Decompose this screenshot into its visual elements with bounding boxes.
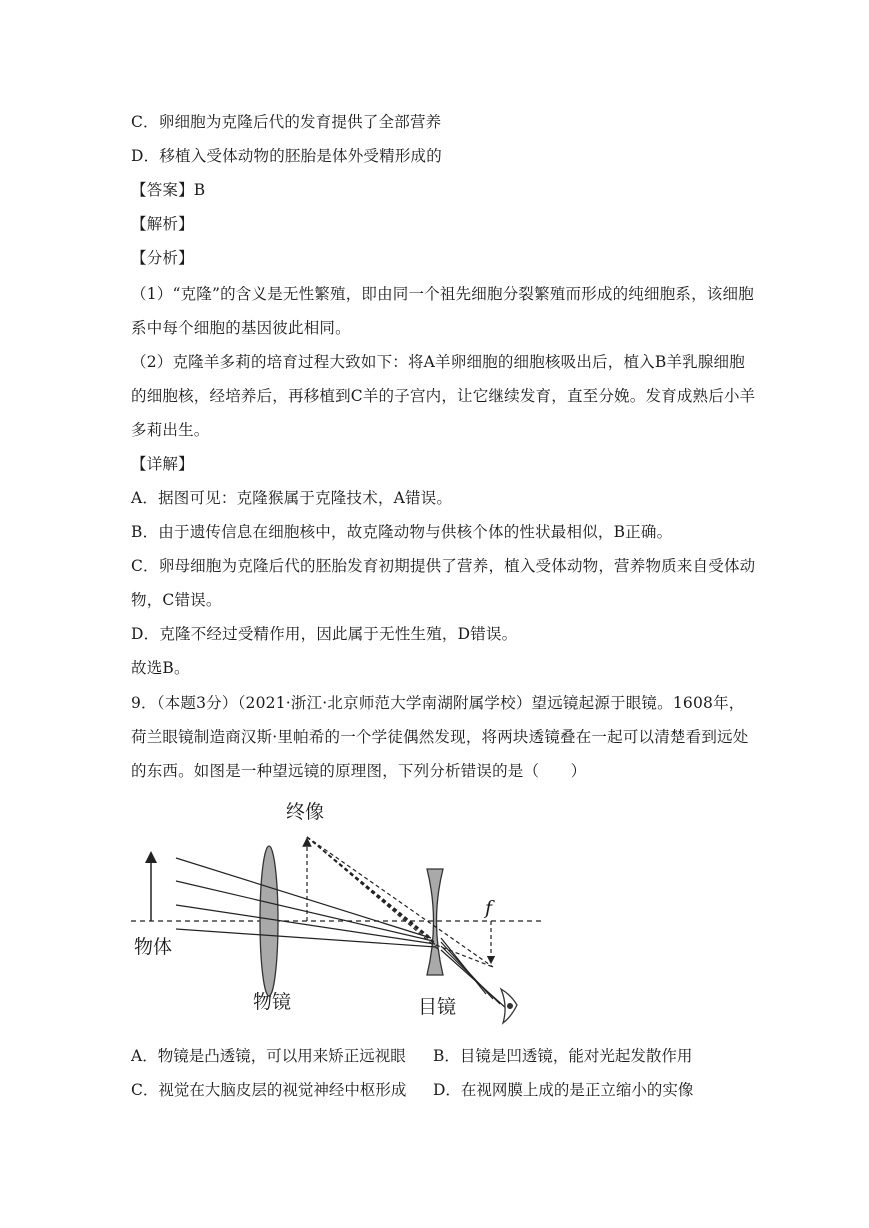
text-line: （2）克隆羊多莉的培育过程大致如下：将A羊卵细胞的细胞核吸出后，植入B羊乳腺细胞 [131, 353, 745, 371]
text-line: 的细胞核，经培养后，再移植到C羊的子宫内，让它继续发育，直至分娩。发育成熟后小羊 [131, 387, 756, 405]
option-a: A．物镜是凸透镜，可以用来矫正远视眼 [131, 1047, 406, 1065]
text-line: 系中每个细胞的基因彼此相同。 [131, 319, 351, 337]
text-line: D．克隆不经过受精作用，因此属于无性生殖，D错误。 [131, 625, 518, 643]
objective-lens-label: 物镜 [253, 991, 292, 1013]
option-b: B．目镜是凹透镜，能对光起发散作用 [433, 1047, 693, 1065]
eyepiece-lens-label: 目镜 [418, 996, 457, 1018]
text-line: 物，C错误。 [131, 591, 222, 609]
answer-line: 【答案】B [131, 181, 206, 199]
incoming-rays [176, 858, 436, 947]
object-label: 物体 [134, 936, 173, 958]
text-line: B．由于遗传信息在细胞核中，故克隆动物与供核个体的性状最相似，B正确。 [131, 523, 673, 541]
option-d: D．在视网膜上成的是正立缩小的实像 [433, 1081, 694, 1099]
text-line: C．卵细胞为克隆后代的发育提供了全部营养 [131, 113, 442, 131]
section-heading: 【详解】 [131, 455, 194, 473]
question-stem: 的东西。如图是一种望远镜的原理图，下列分析错误的是（ ） [131, 762, 587, 780]
section-heading: 【分析】 [131, 249, 194, 267]
text-line: D．移植入受体动物的胚胎是体外受精形成的 [131, 147, 442, 165]
focal-length-label: f [485, 897, 493, 919]
question-stem: 荷兰眼镜制造商汉斯·里帕希的一个学徒偶然发现，将两块透镜叠在一起可以清楚看到远处 [131, 728, 749, 746]
text-line: 故选B。 [131, 659, 190, 677]
final-image-label: 终像 [286, 801, 325, 823]
text-line: C．卵母细胞为克隆后代的胚胎发育初期提供了营养，植入受体动物，营养物质来自受体动 [131, 557, 756, 575]
telescope-diagram [131, 795, 551, 1030]
section-heading: 【解析】 [131, 215, 194, 233]
text-line: A．据图可见：克隆猴属于克隆技术，A错误。 [131, 489, 453, 507]
objective-lens [260, 846, 278, 996]
question-stem: 9．（本题3分）（2021·浙江·北京师范大学南湖附属学校）望远镜起源于眼镜。1608年， [131, 694, 745, 712]
option-c: C．视觉在大脑皮层的视觉神经中枢形成 [131, 1081, 407, 1099]
eye-pupil [507, 1003, 513, 1009]
virtual-rays [307, 837, 493, 967]
text-line: 多莉出生。 [131, 421, 210, 439]
text-line: （1）“克隆”的含义是无性繁殖，即由同一个祖先细胞分裂繁殖而形成的纯细胞系，该细胞 [131, 285, 754, 303]
